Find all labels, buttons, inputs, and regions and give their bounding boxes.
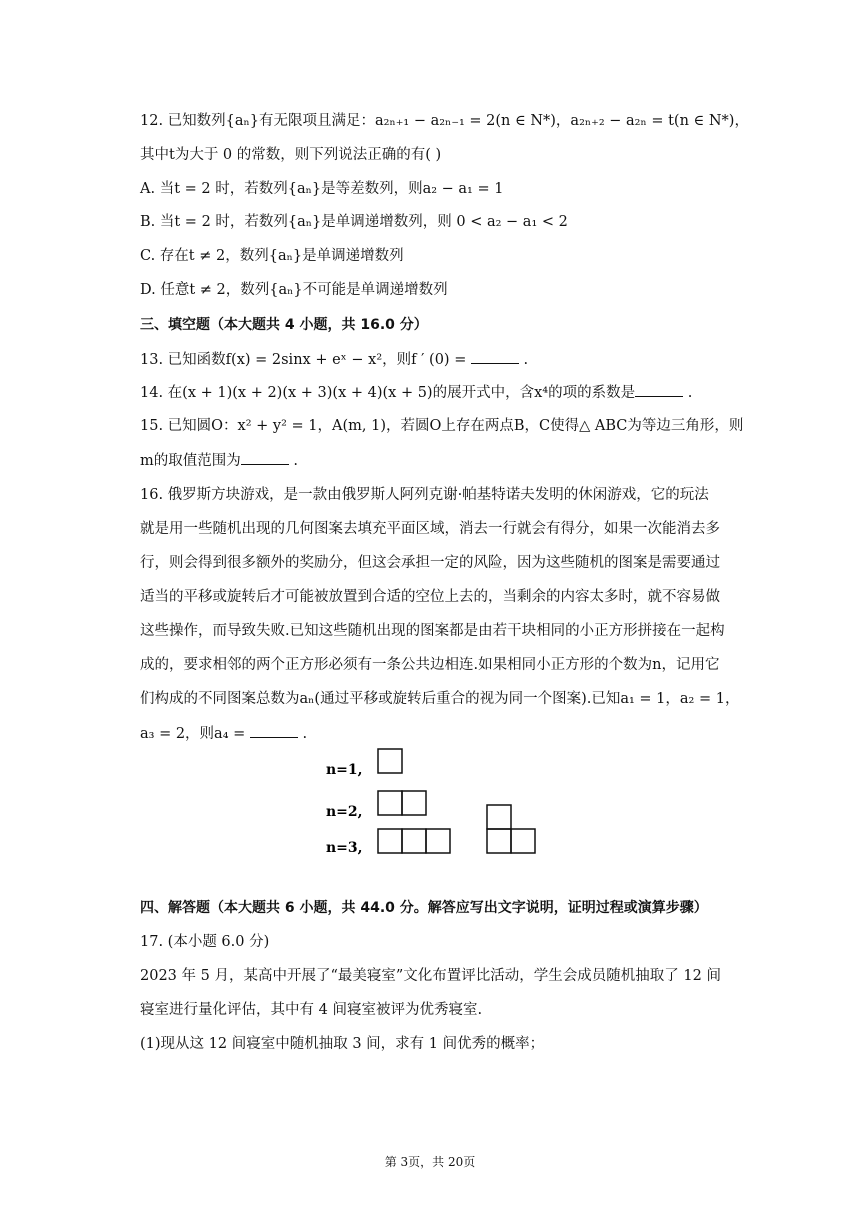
fig-label-n1: n=1, [326, 762, 363, 778]
q16-line-2: 就是用一些随机出现的几何图案去填充平面区域，消去一行就会有得分，如果一次能消去多 [140, 521, 720, 537]
q16-line-1: 16. 俄罗斯方块游戏，是一款由俄罗斯人阿列克谢·帕基特诺夫发明的休闲游戏，它的玩法 [140, 487, 709, 503]
tetromino-figure [322, 744, 542, 860]
square-n3-l-bottom-a [487, 829, 511, 853]
q17-line-3: (1)现从这 12 间寝室中随机抽取 3 间，求有 1 间优秀的概率； [140, 1036, 545, 1052]
q16-line-7: 们构成的不同图案总数为aₙ(通过平移或旋转后重合的视为同一个图案).已知a₁ = 1，a₂ = 1， [140, 691, 740, 707]
q15-text: m的取值范围为 [140, 453, 241, 469]
q17-line-2: 寝室进行量化评估，其中有 4 间寝室被评为优秀寝室. [140, 1002, 483, 1018]
q16-tail: . [297, 726, 308, 742]
q14 [140, 382, 692, 403]
q12-option-a: A. 当t = 2 时，若数列{aₙ}是等差数列，则a₂ − a₁ = 1 [140, 181, 504, 197]
q12-line1: 12. 已知数列{aₙ}有无限项且满足：a₂ₙ₊₁ − a₂ₙ₋₁ = 2(n ∈ N*)，a₂ₙ₊₂ − a₂ₙ = t(n ∈ N*)， [140, 113, 749, 129]
q13-tail: . [518, 352, 529, 368]
page-footer: 第 3页，共 20页 [384, 1155, 476, 1169]
q15-tail: . [288, 453, 298, 469]
q16-line-6: 成的，要求相邻的两个正方形必须有一条公共边相连.如果相同小正方形的个数为n，记用它 [140, 657, 720, 673]
q12-line2: 其中t为大于 0 的常数，则下列说法正确的有( ) [140, 147, 442, 163]
q12-option-d: D. 任意t ≠ 2，数列{aₙ}不可能是单调递增数列 [140, 282, 448, 298]
fig-label-n2: n=2, [326, 804, 363, 820]
q15-line1: 15. 已知圆O：x² + y² = 1，A(m, 1)，若圆O上存在两点B，C使得△ ABC为等边三角形，则 [140, 418, 744, 434]
q16-answer-blank [250, 723, 298, 738]
square-n3-line-a [378, 829, 402, 853]
q15-answer-blank [241, 450, 289, 465]
q15-line2 [140, 450, 298, 471]
q13 [140, 349, 528, 370]
q13-text: 13. 已知函数f(x) = 2sinx + eˣ − x²，则f ′ (0) = [140, 352, 471, 368]
q13-answer-blank [471, 349, 519, 364]
q16-line-5: 这些操作，而导致失败.已知这些随机出现的图案都是由若干块相同的小正方形拼接在一起构 [140, 623, 725, 639]
square-n1 [378, 749, 402, 773]
square-n3-line-b [402, 829, 426, 853]
q12-option-b: B. 当t = 2 时，若数列{aₙ}是单调递增数列，则 0 < a₂ − a₁ < 2 [140, 214, 568, 230]
q16-line-8 [140, 723, 307, 744]
q12-option-c: C. 存在t ≠ 2，数列{aₙ}是单调递增数列 [140, 248, 404, 264]
square-n3-l-bottom-b [511, 829, 535, 853]
section-4-heading: 四、解答题（本大题共 6 小题，共 44.0 分。解答应写出文字说明，证明过程或演算步骤） [140, 900, 708, 916]
square-n2-a [378, 791, 402, 815]
fig-label-n3: n=3, [326, 840, 363, 856]
square-n2-b [402, 791, 426, 815]
q17-heading: 17. (本小题 6.0 分) [140, 934, 270, 950]
q16-text: a₃ = 2，则a₄ = [140, 726, 250, 742]
q16-line-4: 适当的平移或旋转后才可能被放置到合适的空位上去的，当剩余的内容太多时，就不容易做 [140, 589, 720, 605]
q14-tail: . [683, 385, 693, 401]
section-3-heading: 三、填空题（本大题共 4 小题，共 16.0 分） [140, 317, 428, 333]
q17-line-1: 2023 年 5 月，某高中开展了“最美寝室”文化布置评比活动，学生会成员随机抽取了 12 间 [140, 968, 721, 984]
square-n3-l-top [487, 805, 511, 829]
square-n3-line-c [426, 829, 450, 853]
q14-answer-blank [635, 382, 683, 397]
q14-text: 14. 在(x + 1)(x + 2)(x + 3)(x + 4)(x + 5)的展开式中，含x⁴的项的系数是 [140, 385, 636, 401]
q16-line-3: 行，则会得到很多额外的奖励分，但这会承担一定的风险，因为这些随机的图案是需要通过 [140, 555, 720, 571]
